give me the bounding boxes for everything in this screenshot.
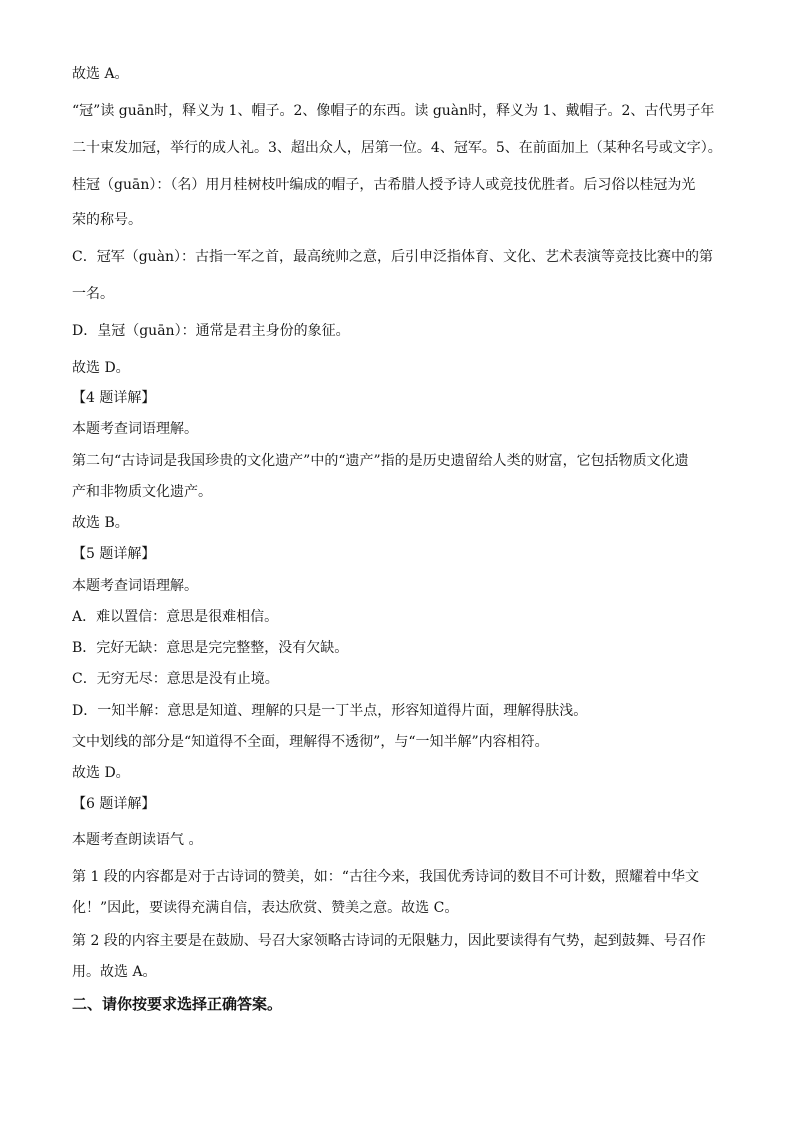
text-line-27: 第 2 段的内容主要是在鼓励、号召大家领略古诗词的无限魅力，因此要读得有气势，起到鼓舞、号召作 — [72, 933, 706, 949]
text-line-10: 【4 题详解】 — [72, 390, 156, 406]
text-line-2: “冠”读 guān时，释义为 1、帽子。2、像帽子的东西。读 guàn时，释义为 1、戴帽子。2、古代男子年 — [72, 103, 715, 119]
text-line-23: 【6 题详解】 — [72, 796, 156, 812]
text-line-25: 第 1 段的内容都是对于古诗词的赞美，如：“古往今来，我国优秀诗词的数目不可计数，照耀着中华文 — [72, 869, 699, 885]
text-line-22: 故选 D。 — [72, 765, 130, 781]
text-line-1: 故选 A。 — [72, 66, 129, 82]
text-line-13: 产和非物质文化遗产。 — [72, 484, 212, 500]
text-line-7: 一名。 — [72, 286, 114, 302]
text-line-9: 故选 D。 — [72, 360, 130, 376]
section-heading: 二、请你按要求选择正确答案。 — [72, 995, 283, 1013]
text-line-26: 化！”因此，要读得充满自信，表达欣赏、赞美之意。故选 C。 — [72, 900, 459, 916]
text-line-11: 本题考查词语理解。 — [72, 421, 198, 437]
text-line-5: 荣的称号。 — [72, 212, 142, 228]
text-line-21: 文中划线的部分是“知道得不全面，理解得不透彻”，与“一知半解”内容相符。 — [72, 734, 549, 750]
text-line-24: 本题考查朗读语气 。 — [72, 832, 203, 848]
text-line-14: 故选 B。 — [72, 515, 129, 531]
text-line-15: 【5 题详解】 — [72, 546, 156, 562]
text-line-18: B．完好无缺：意思是完完整整，没有欠缺。 — [72, 640, 349, 656]
text-line-6: C．冠军（guàn）：古指一军之首，最高统帅之意，后引申泛指体育、文化、艺术表演等竞技比赛中的第 — [72, 249, 714, 265]
text-line-12: 第二句“古诗词是我国珍贵的文化遗产”中的“遗产”指的是历史遗留给人类的财富，它包括物质文化遗 — [72, 453, 689, 469]
text-line-20: D．一知半解：意思是知道、理解的只是一丁半点，形容知道得片面，理解得肤浅。 — [72, 703, 588, 719]
text-line-17: A．难以置信：意思是很难相信。 — [72, 609, 279, 625]
text-line-8: D．皇冠（guān）：通常是君主身份的象征。 — [72, 323, 350, 339]
text-line-19: C．无穷无尽：意思是没有止境。 — [72, 671, 279, 687]
text-line-16: 本题考查词语理解。 — [72, 578, 198, 594]
text-line-3: 二十束发加冠，举行的成人礼。3、超出众人，居第一位。4、冠军。5、在前面加上（某种名号或文字）。 — [72, 140, 722, 156]
text-line-4: 桂冠（guān）：（名）用月桂树枝叶编成的帽子，古希腊人授予诗人或竞技优胜者。后习俗以桂冠为光 — [72, 177, 696, 193]
text-line-28: 用。故选 A。 — [72, 964, 157, 980]
